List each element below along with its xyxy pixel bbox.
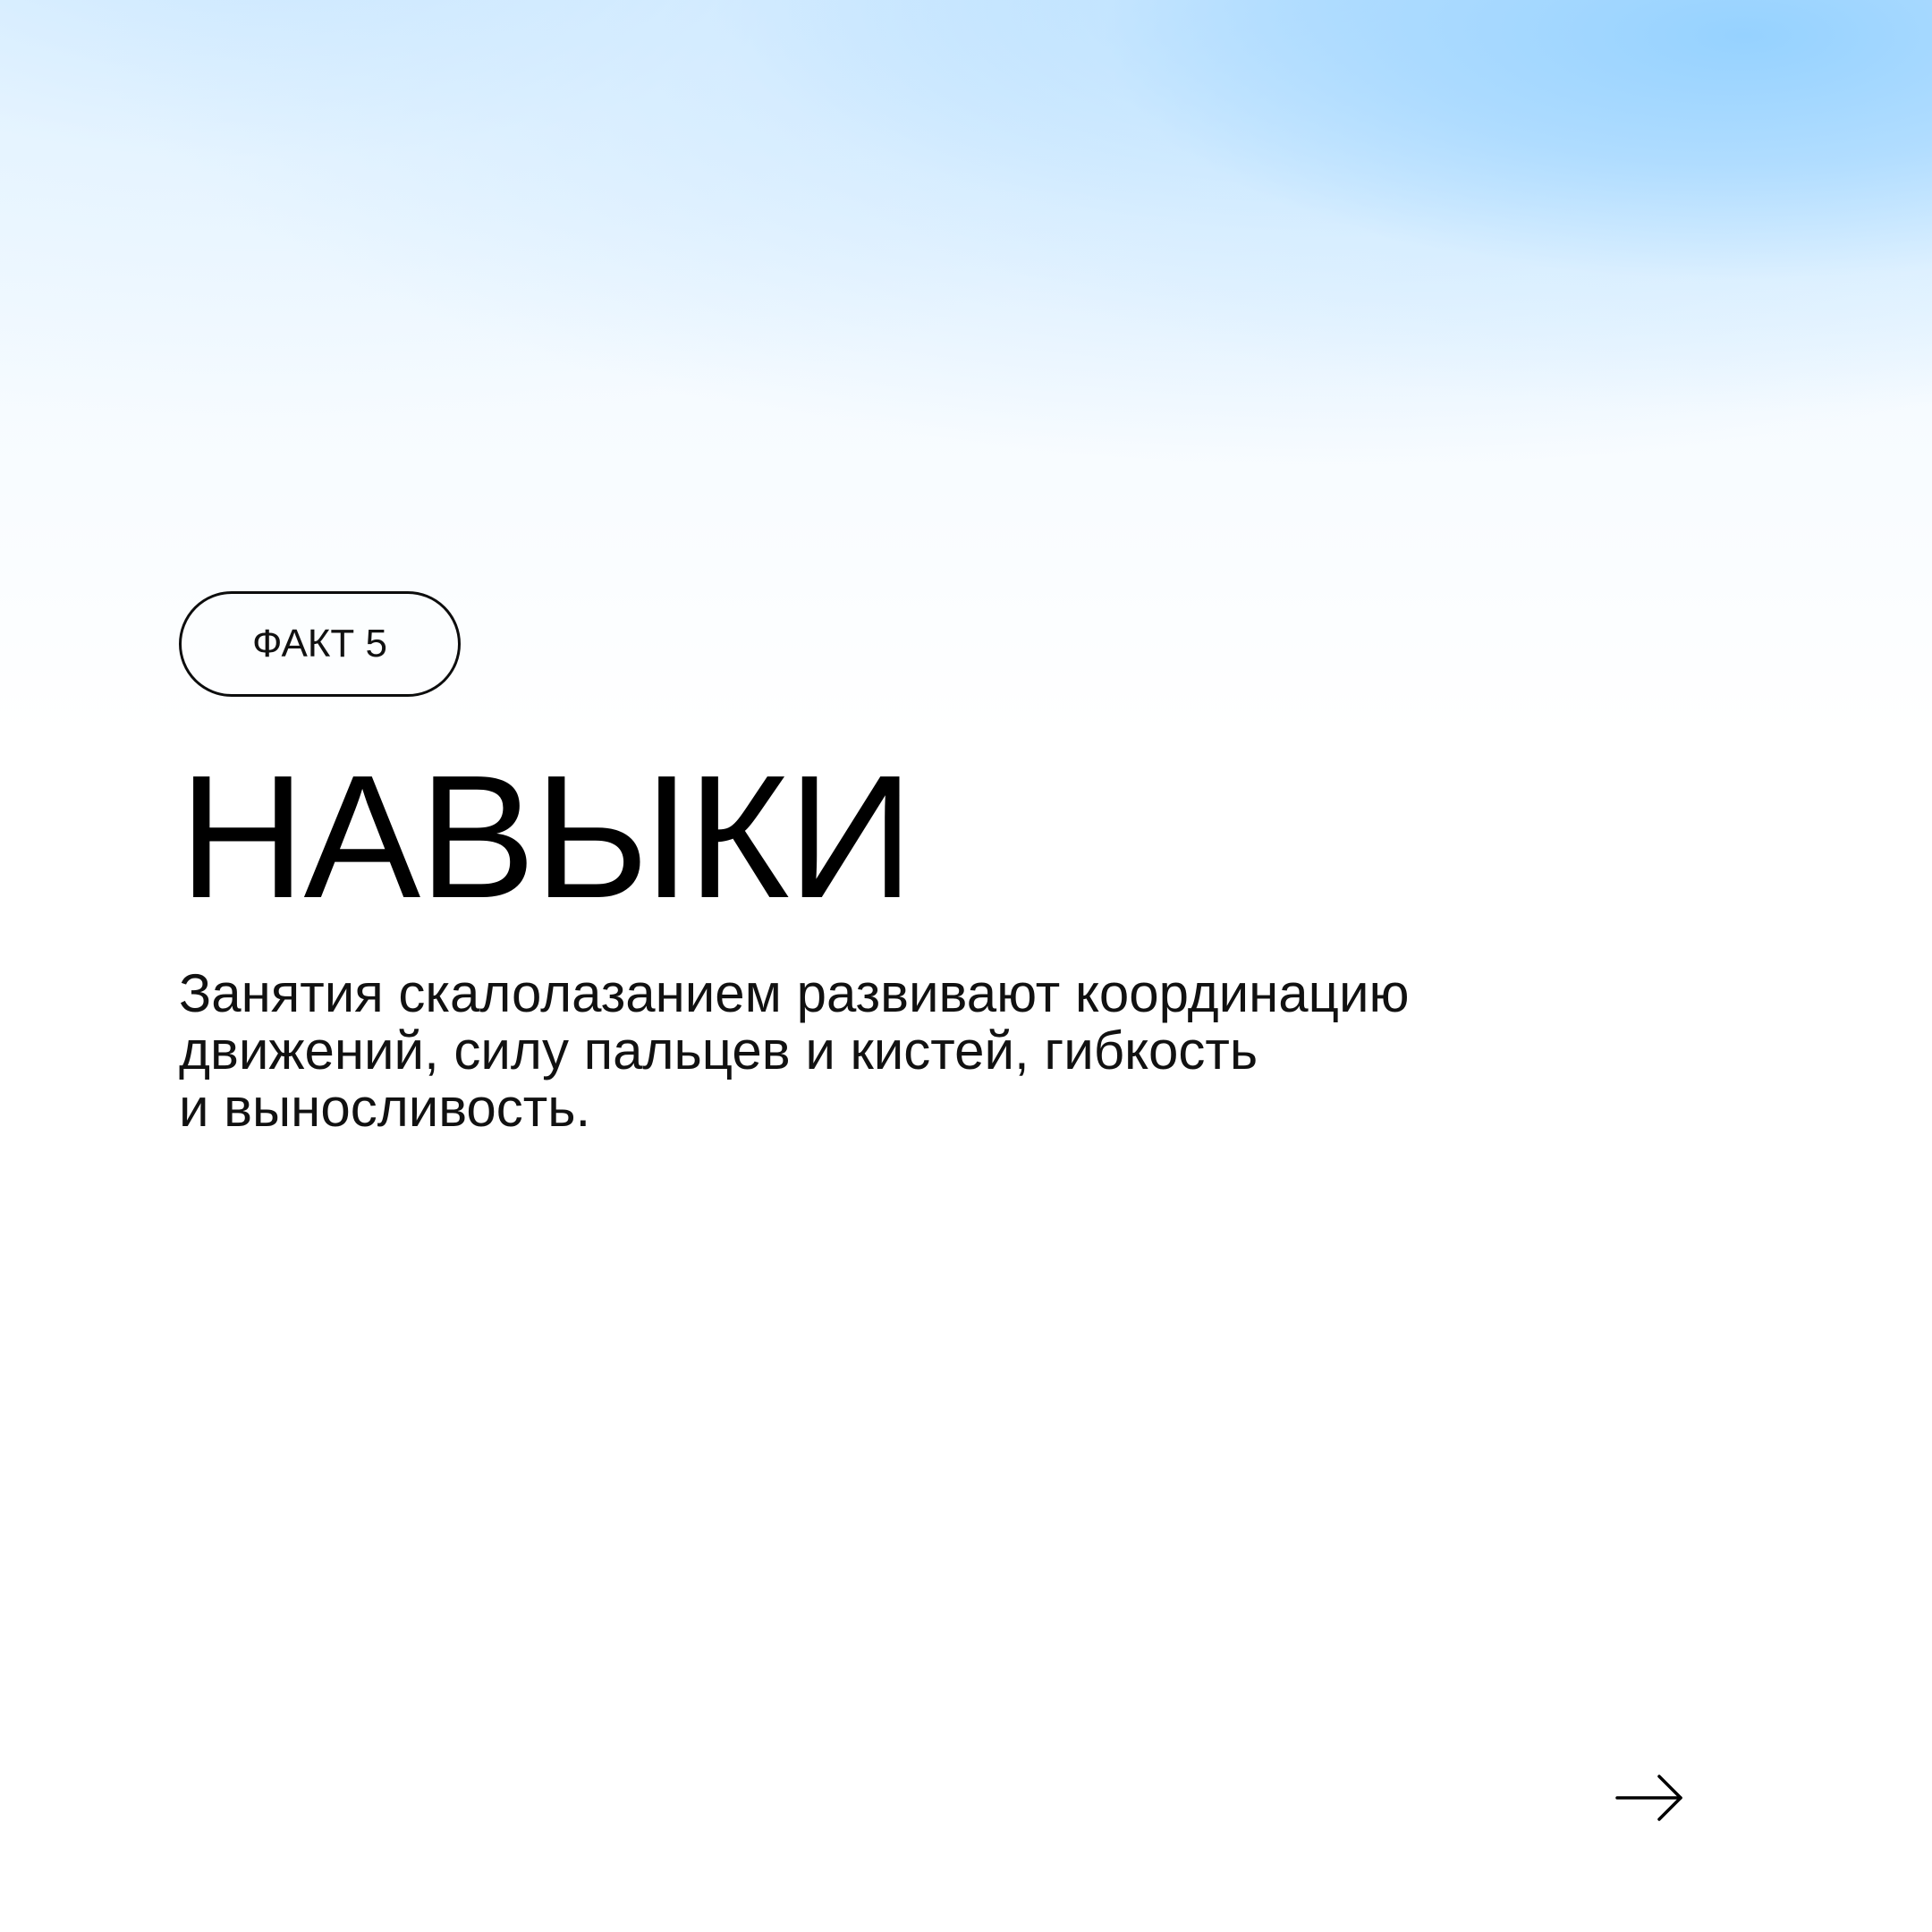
description-line: Занятия скалолазанием развивают координацию: [179, 963, 1410, 1023]
page-title: НАВЫКИ: [179, 739, 912, 935]
fact-description: [179, 965, 1699, 1137]
arrow-right-icon: [1614, 1771, 1686, 1825]
fact-badge: [179, 591, 461, 697]
description-line: движений, силу пальцев и кистей, гибкость: [179, 1021, 1258, 1080]
description-line: и выносливость.: [179, 1078, 591, 1138]
next-slide-button[interactable]: [1614, 1771, 1686, 1825]
fact-badge-label: ФАКТ 5: [251, 622, 388, 665]
